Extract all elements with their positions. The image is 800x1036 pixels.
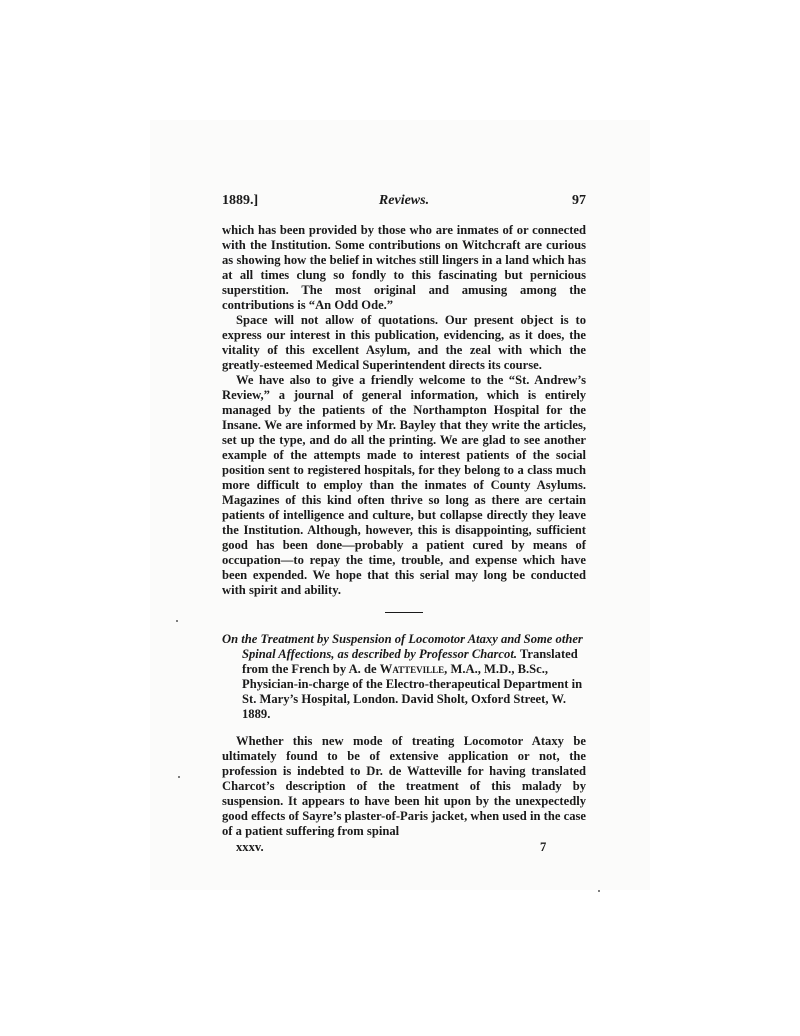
review-translator: Watteville, [379,662,448,676]
book-page [222,193,586,855]
review-title: On the Treatment by Suspension of Locomotor Ataxy and Some other Spinal Affections, as described by Professor Charcot. [222,632,583,661]
running-head-section: Reviews. [378,193,430,208]
section-divider [385,612,423,613]
page-footer [222,840,586,855]
scan-speck [178,776,180,778]
running-head-year: 1889.] [222,193,259,208]
volume-number: xxxv. [236,840,264,854]
review-body: Whether this new mode of treating Locomotor Ataxy be ultimately found to be of extensive application or not, the profession is indebted to Dr. de Watteville for having translated Charcot’s description of the treatment of this malady by suspension. It appears to have been hit upon by the unexpectedly good effects of Sayre’s plaster-of-Paris jacket, when used in the case of a patient suffering from spinal [222,734,586,838]
scan-speck [176,620,178,622]
running-head [222,193,586,213]
paragraph-continued: which has been provided by those who are inmates of or connected with the Institution. Some contributions on Witchcraft are curious as showing how the belief in witches still lingers in a land which has at all times clung so fondly to this fascinating but pernicious superstition. The most original and amusing among the contributions is “An Odd Ode.” [222,223,586,312]
signature-mark: 7 [540,840,547,854]
review-translated-prefix: Translated from the French by A. de [242,647,578,676]
page-number: 97 [572,193,586,208]
review-citation [222,632,586,722]
paragraph-st-andrews-review: We have also to give a friendly welcome to the “St. Andrew’s Review,” a journal of general information, which is entirely managed by the patients of the Northampton Hospital for the Insane. We are informed by Mr. Bayley that they write the articles, set up the type, and do all the printing. We are glad to see another example of the attempts made to interest patients of the social position sent to registered hospitals, for they belong to a class much more difficult to employ than the inmates of County Asylums. Magazines of this kind often thrive so long as there are certain patients of intelligence and culture, but collapse directly they leave the Institution. Although, however, this is disappointing, sufficient good has been done—probably a patient cured by means of occupation—to repay the time, trouble, and expense which have been expended. We hope that this serial may long be conducted with spirit and ability. [222,373,586,597]
review-details: M.A., M.D., B.Sc., Physician-in-charge of the Electro-therapeutical Department in St. Mary’s Hospital, London. David Sholt, Oxford Street, W. 1889. [242,662,583,721]
paragraph-quotations: Space will not allow of quotations. Our present object is to express our interest in this publication, evidencing, as it does, the vitality of this excellent Asylum, and the zeal with which the greatly-esteemed Medical Superintendent directs its course. [222,313,586,372]
scan-speck [598,890,600,892]
